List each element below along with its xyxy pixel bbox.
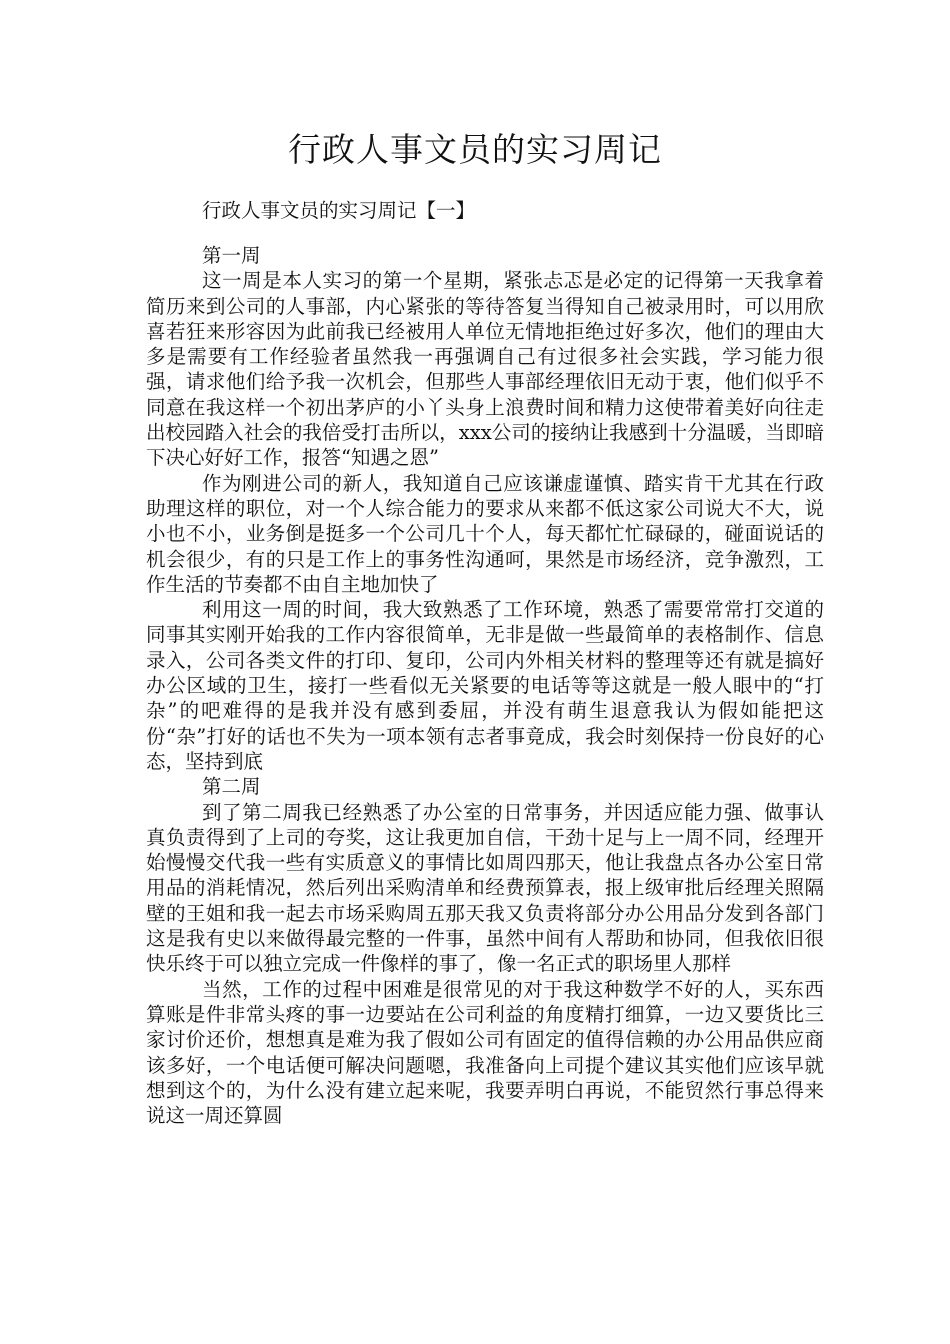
document-subtitle: 行政人事文员的实习周记【一】 [202, 199, 476, 222]
body-paragraph: 当然，工作的过程中困难是很常见的对于我这种数学不好的人，买东西算账是件非常头疼的事一边要站在公司利益的角度精打细算，一边又要货比三家讨价还价，想想真是难为我了假如公司有固定的值得信赖的办公用品供应商该多好，一个电话便可解决问题嗯，我准备向上司提个建议其实他们应该早就想到这个的，为什么没有建立起来呢，我要弄明白再说，不能贸然行事总得来说这一周还算圆 [146, 977, 824, 1128]
body-paragraph: 利用这一周的时间，我大致熟悉了工作环境，熟悉了需要常常打交道的同事其实刚开始我的工作内容很简单，无非是做一些最简单的表格制作、信息录入，公司各类文件的打印、复印，公司内外相关材料的整理等还有就是搞好办公区域的卫生，接打一些看似无关紧要的电话等等这就是一般人眼中的“打杂”的吧难得的是我并没有感到委屈，并没有萌生退意我认为假如能把这份“杂”打好的话也不失为一项本领有志者事竟成，我会时刻保持一份良好的心态，坚持到底 [146, 598, 824, 773]
document-blocks [146, 243, 824, 1128]
week-heading: 第二周 [202, 775, 261, 799]
body-paragraph: 到了第二周我已经熟悉了办公室的日常事务，并因适应能力强、做事认真负责得到了上司的夸奖，这让我更加自信，干劲十足与上一周不同，经理开始慢慢交代我一些有实质意义的事情比如周四那天，他让我盘点各办公室日常用品的消耗情况，然后列出采购清单和经费预算表，报上级审批后经理关照隔壁的王姐和我一起去市场采购周五那天我又负责将部分办公用品分发到各部门这是我有史以来做得最完整的一件事，虽然中间有人帮助和协同，但我依旧很快乐终于可以独立完成一件像样的事了，像一名正式的职场里人那样 [146, 800, 824, 976]
week-heading: 第一周 [202, 244, 261, 267]
body-paragraph: 作为刚进公司的新人，我知道自己应该谦虚谨慎、踏实肯干尤其在行政助理这样的职位，对一个人综合能力的要求从来都不低这家公司说大不大，说小也不小，业务倒是挺多一个公司几十个人，每天都忙忙碌碌的，碰面说话的机会很少，有的只是工作上的事务性沟通呵，果然是市场经济，竞争激烈，工作生活的节奏都不由自主地加快了 [146, 471, 824, 596]
body-paragraph: 这一周是本人实习的第一个星期，紧张忐忑是必定的记得第一天我拿着简历来到公司的人事部，内心紧张的等待答复当得知自己被录用时，可以用欣喜若狂来形容因为此前我已经被用人单位无情地拒绝过好多次，他们的理由大多是需要有工作经验者虽然我一再强调自己有过很多社会实践，学习能力很强，请求他们给予我一次机会，但那些人事部经理依旧无动于衷，他们似乎不同意在我这样一个初出茅庐的小丫头身上浪费时间和精力这使带着美好向往走出校园踏入社会的我倍受打击所以，xxx公司的接纳让我感到十分温暖，当即暗下决心好好工作，报答“知遇之恩” [146, 269, 824, 470]
document-title: 行政人事文员的实习周记 [288, 130, 662, 169]
document-body [146, 196, 824, 1128]
